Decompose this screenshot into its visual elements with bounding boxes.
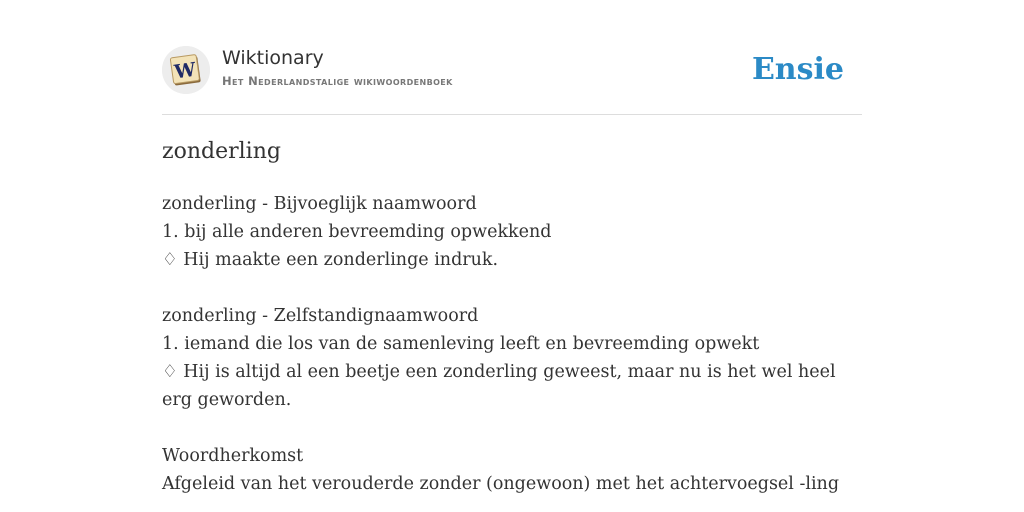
brand-name[interactable]: Wiktionary [222, 47, 324, 69]
page-title: zonderling [162, 139, 281, 164]
svg-text:W: W [173, 58, 198, 84]
brand [222, 46, 453, 88]
spacer [162, 274, 862, 302]
entry-heading: zonderling - Zelfstandignaamwoord [162, 306, 479, 326]
spacer [162, 414, 862, 442]
entry-definition: 1. bij alle anderen bevreemding opwekkend [162, 222, 552, 242]
etymology-heading: Woordherkomst [162, 446, 304, 466]
wiktionary-logo-icon[interactable] [162, 46, 210, 94]
etymology-text: Afgeleid van het verouderde zonder (ongewoon) met het achtervoegsel -ling [162, 474, 840, 494]
dictionary-card [162, 0, 862, 512]
definition-content [162, 190, 862, 498]
entry-example: ♢ Hij is altijd al een beetje een zonderling geweest, maar nu is het wel heel erg geworden. [162, 362, 836, 410]
ensie-link[interactable]: Ensie [751, 52, 844, 87]
brand-tagline: Het Nederlandstalige wikiwoordenboek [222, 74, 453, 88]
site-header [162, 44, 862, 115]
entry-example: ♢ Hij maakte een zonderlinge indruk. [162, 250, 499, 270]
entry-definition: 1. iemand die los van de samenleving leeft en bevreemding opwekt [162, 334, 760, 354]
entry-heading: zonderling - Bijvoeglijk naamwoord [162, 194, 477, 214]
